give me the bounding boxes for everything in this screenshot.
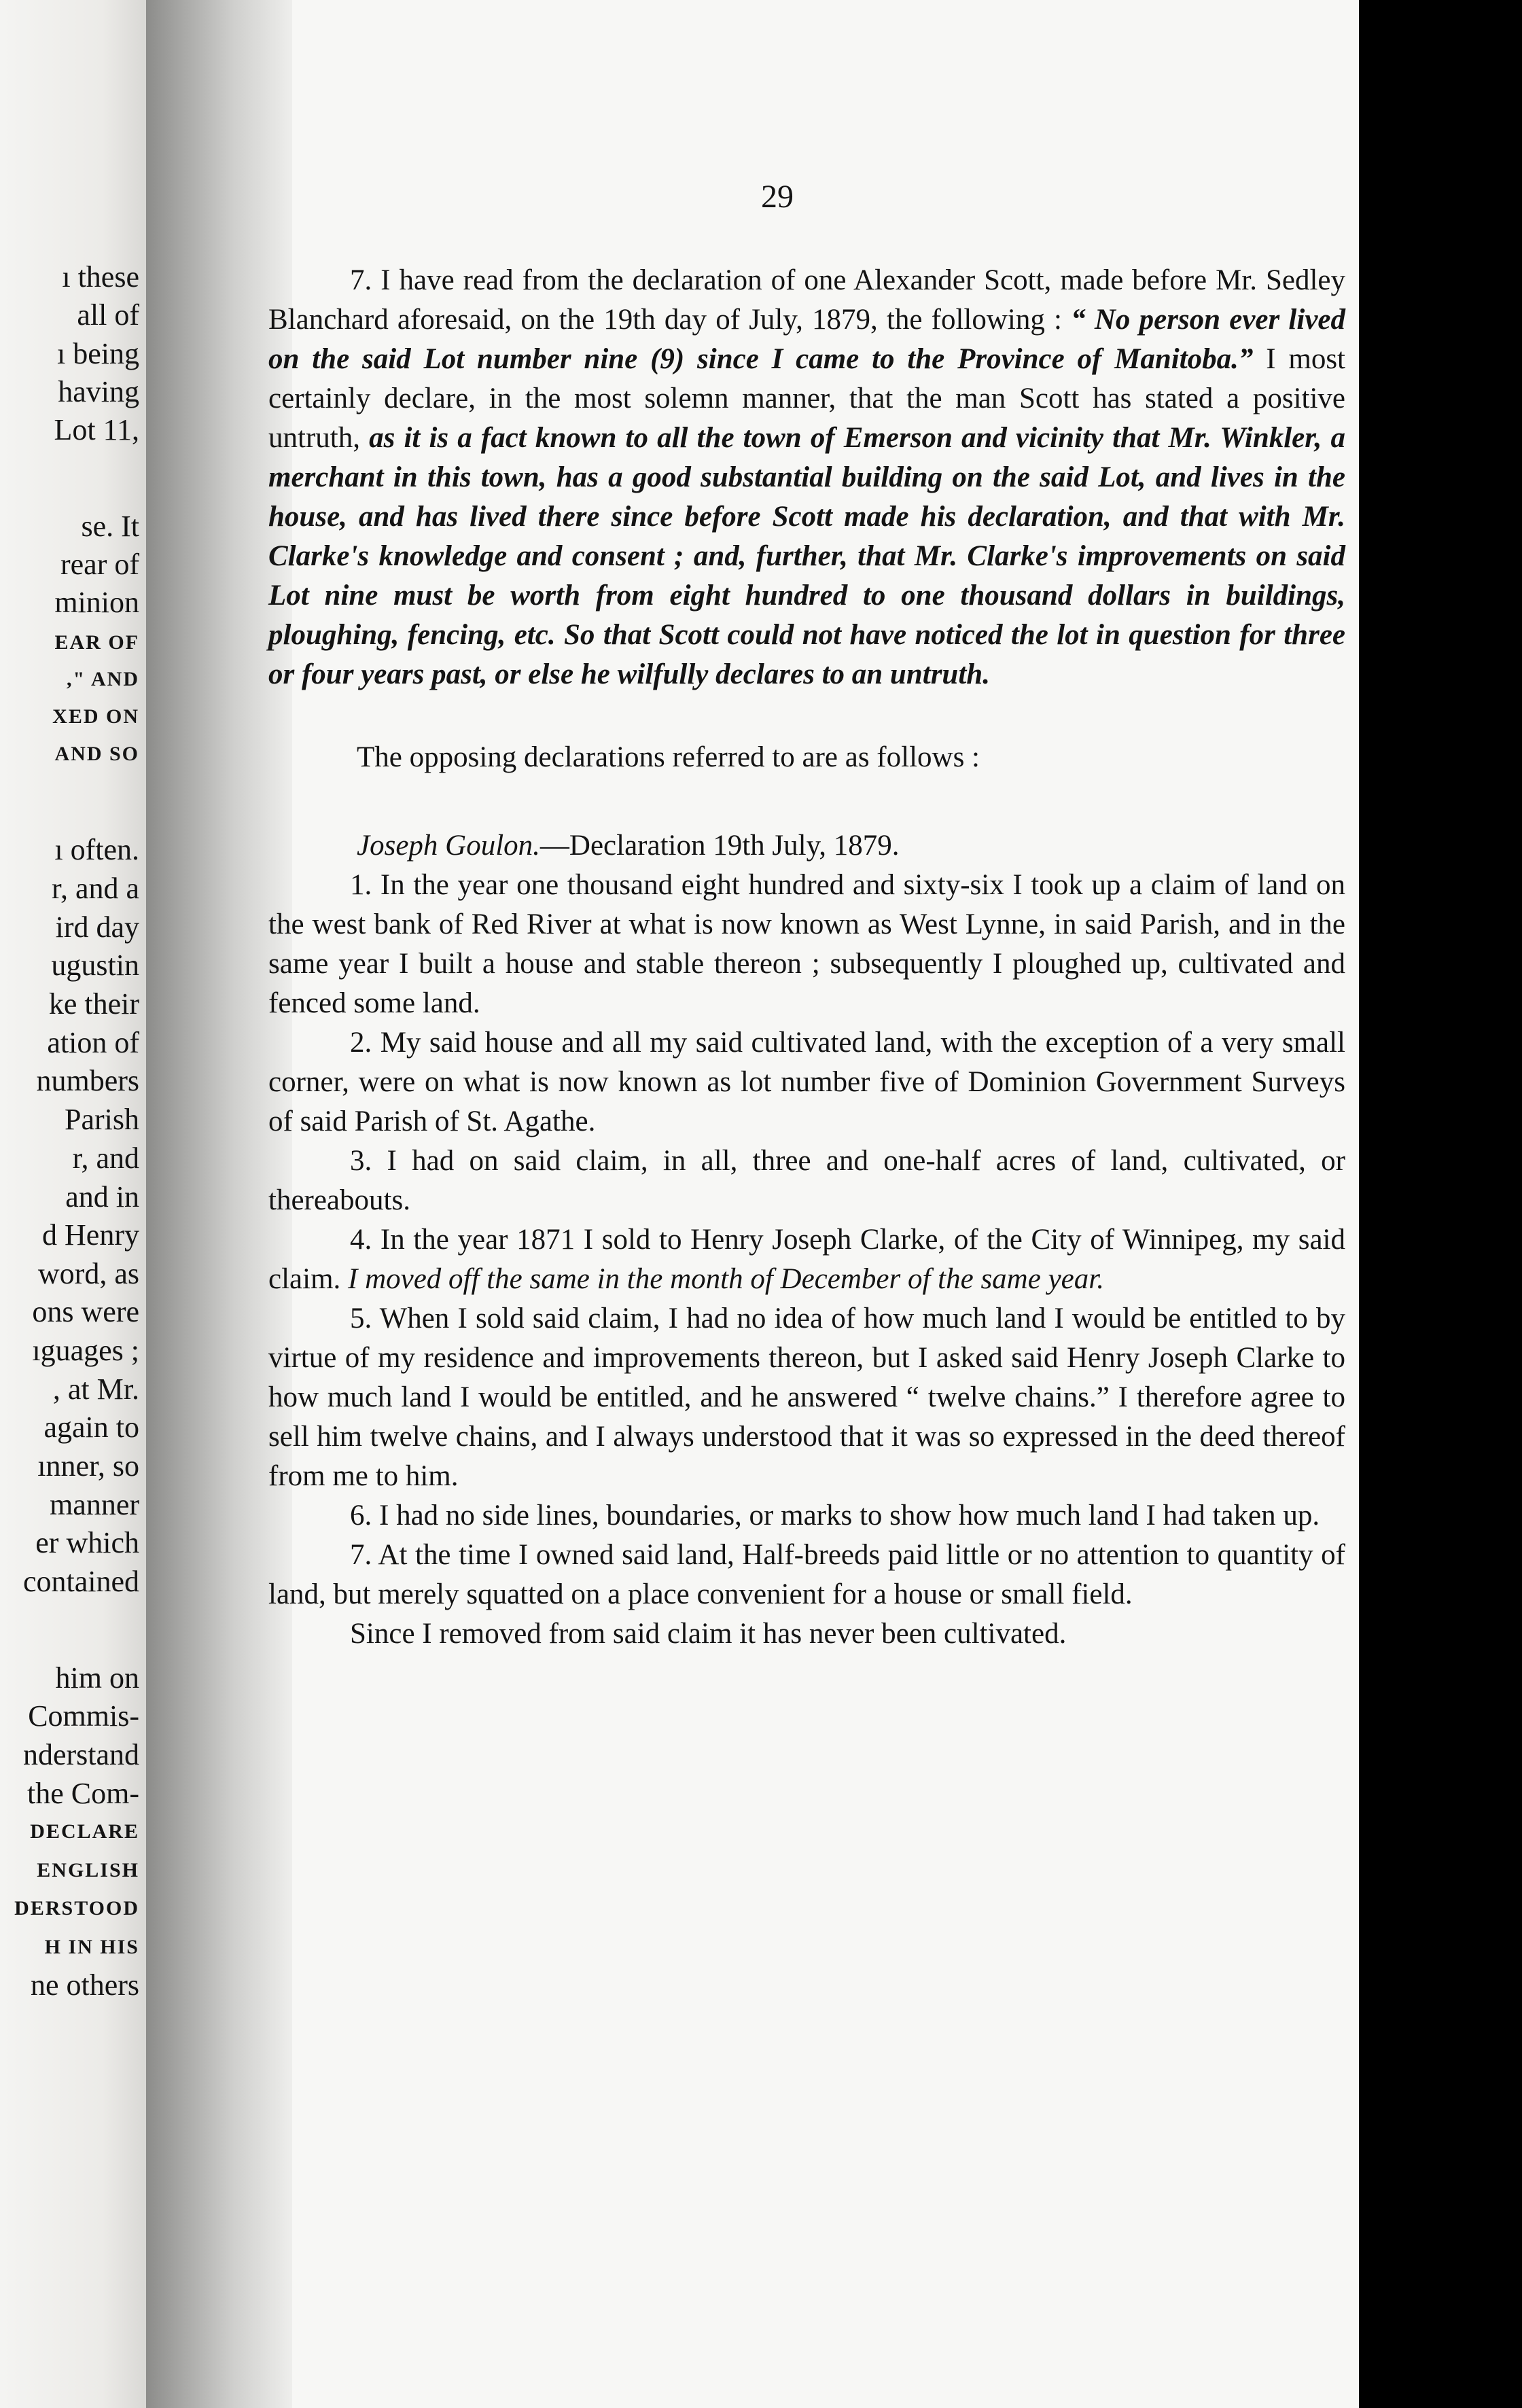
left-page-line: contained <box>22 1565 139 1598</box>
left-page-line: Parish <box>65 1103 139 1136</box>
paragraph-text: I most certainly declare, in the most solemn manner, that the man Scott has stated a positive untruth, <box>268 343 1346 454</box>
left-page-line: ı often. <box>54 833 139 866</box>
paragraph-1: 1. In the year one thousand eight hundred and sixty-six I took up a claim of land on the west bank of Red River at what is now known as West Lynne, in said Parish, and in the same year I built a house and stable thereon ; subsequently I ploughed up, cultivated and fenced some land. <box>268 869 1345 1019</box>
intro-line: The opposing declarations referred to are as follows : <box>357 741 980 773</box>
left-page-line: word, as <box>37 1257 139 1290</box>
left-page-line: er which <box>35 1526 139 1559</box>
paragraph-3: 3. I had on said claim, in all, three and one-half acres of land, cultivated, or thereabouts. <box>268 1145 1345 1216</box>
paragraph-7: 7. At the time I owned said land, Half-breeds paid little or no attention to quantity of land, but merely squatted on a place convenient for a house or small field. <box>268 1539 1345 1610</box>
left-page-line: ENGLISH <box>37 1859 139 1881</box>
paragraph-5: 5. When I sold said claim, I had no idea of how much land I would be entitled to by virtue of my residence and improvements thereon, but I asked said Henry Joseph Clarke to how much land I would be entitled, and he answered “ twelve chains.” I therefore agree to sell him twelve chains, and I always understood that it was so expressed in the deed thereof from me to him. <box>268 1303 1345 1492</box>
declaration-date: —Declaration 19th July, 1879. <box>539 830 900 862</box>
paragraph-4 <box>268 1220 1345 1299</box>
paragraph-6: 6. I had no side lines, boundaries, or marks to show how much land I had taken up. <box>350 1500 1320 1531</box>
left-page-line: all of <box>77 298 139 332</box>
left-page-line: H IN HIS <box>44 1936 139 1958</box>
left-page-line: numbers <box>36 1064 139 1097</box>
left-page-line: DERSTOOD <box>14 1897 139 1919</box>
page-body <box>268 261 1345 1654</box>
paragraph-2: 2. My said house and all my said cultivated land, with the exception of a very small corner, were on what is now known as lot number five of Dominion Government Surveys of said Parish of St. Agathe. <box>268 1027 1345 1137</box>
left-page-line: Lot 11, <box>54 413 139 446</box>
left-page-line: the Com- <box>27 1777 139 1810</box>
left-page-line: DECLARE <box>30 1820 139 1843</box>
left-page-line: d Henry <box>42 1218 139 1252</box>
left-page-line: , at Mr. <box>52 1373 139 1406</box>
declarant-name: Joseph Goulon. <box>357 830 540 862</box>
left-page-line: ı being <box>57 337 139 370</box>
paragraph-7-scott <box>268 261 1345 694</box>
left-page-line: ne others <box>30 1968 139 2002</box>
left-page-line: minion <box>54 586 139 619</box>
left-page-line: nderstand <box>22 1738 139 1771</box>
left-page-line: ı these <box>62 260 139 294</box>
left-page-line: se. It <box>81 510 139 543</box>
declaration-heading <box>268 826 1345 866</box>
left-page-line: AND SO <box>54 743 139 765</box>
scan-border <box>1359 0 1522 2408</box>
left-page-line: ınner, so <box>37 1449 139 1483</box>
left-page-line: XED ON <box>52 705 139 728</box>
closing-line: Since I removed from said claim it has never been cultivated. <box>350 1618 1067 1650</box>
left-page-line: Commis- <box>28 1699 139 1733</box>
left-page-line: having <box>58 375 139 408</box>
left-page-line: ons were <box>32 1295 139 1328</box>
page-number: 29 <box>761 179 794 215</box>
quoted-declaration: “ No person ever lived on the said Lot number nine (9) since I came to the Province of Manitoba.” <box>268 304 1345 375</box>
left-page-line: r, and a <box>52 872 139 905</box>
left-page-line: r, and <box>72 1141 139 1175</box>
left-page-line: ıguages ; <box>32 1334 139 1367</box>
paragraph-text: 4. In the year 1871 I sold to Henry Joseph Clarke, of the City of Winnipeg, my said claim. <box>268 1224 1345 1295</box>
paragraph-text: 7. I have read from the declaration of one Alexander Scott, made before Mr. Sedley Blanchard aforesaid, on the 19th day of July, 1879, the following : <box>268 264 1345 336</box>
left-page-line: ation of <box>47 1026 139 1059</box>
emphasized-text: as it is a fact known to all the town of Emerson and vicinity that Mr. Winkler, a merchant in this town, has a good substantial building on the said Lot, and lives in the house, and has lived there since before Scott made his declaration, and that with Mr. Clarke's knowledge and consent ; and, further, that Mr. Clarke's improvements on said Lot nine must be worth from eight hundred to one thousand dollars in buildings, ploughing, fencing, etc. So that Scott could not have noticed the lot in question for three or four years past, or else he wilfully declares to an untruth. <box>268 422 1345 690</box>
left-page-line: rear of <box>60 548 139 581</box>
left-page-line: him on <box>55 1661 139 1695</box>
left-page-line: ird day <box>55 910 139 944</box>
left-page-line: ke their <box>48 987 139 1021</box>
left-page-line: ugustin <box>51 949 139 982</box>
left-page-line: EAR OF <box>54 631 139 654</box>
left-page-line: ," AND <box>67 668 139 690</box>
italic-text: I moved off the same in the month of December of the same year. <box>348 1263 1104 1295</box>
left-page-fragment <box>0 0 146 2408</box>
left-page-line: manner <box>50 1488 139 1521</box>
left-page-line: and in <box>65 1180 139 1214</box>
left-page-line: again to <box>43 1411 139 1444</box>
